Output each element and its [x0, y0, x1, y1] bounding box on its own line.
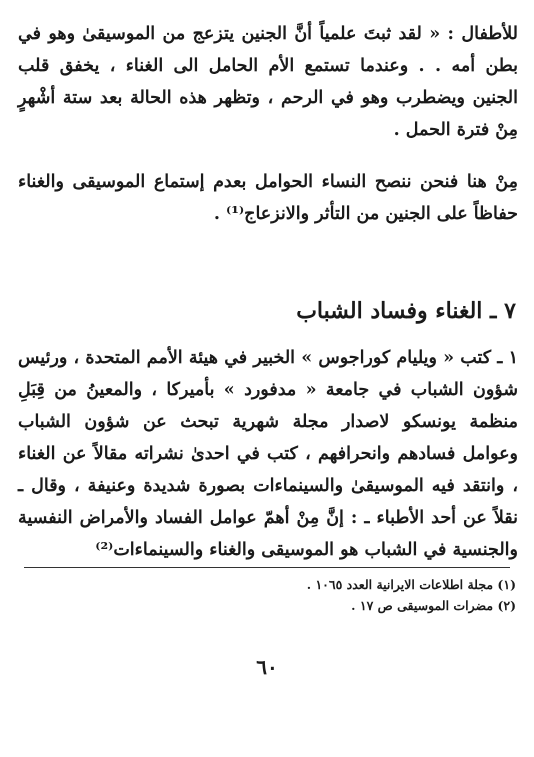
- paragraph-1: للأطفال : « لقد ثبتَ علمياً أنَّ الجنين يتزعج من الموسيقىٰ وهو في بطن أمه . . وعندما تستمع الأم الحامل الى الغناء ، يخفق قلب الجنين ويضطرب وهو في الرحم ، وتظهر هذه الحالة بعد ستة أشْهرٍ مِنْ فترة الحمل .: [18, 24, 518, 140]
- footnote-2: (٢) مضرات الموسيقى ص ١٧ .: [351, 598, 516, 613]
- page-number: ٦٠: [256, 655, 278, 679]
- footnote-1: (١) مجلة اطلاعات الايرانية العدد ١٠٦٥ .: [306, 577, 516, 592]
- footnotes: [36, 574, 516, 616]
- section-heading: ٧ ـ الغناء وفساد الشباب: [296, 298, 516, 324]
- footnote-divider: [24, 567, 510, 568]
- paragraph-3: ١ ـ كتب « ويليام كوراجوس » الخبير في هيئة الأمم المتحدة ، ورئيس شؤون الشباب في جامعة « مدفورد » بأميركا ، والمعينُ من قِبَلِ منظمة يونسكو لاصدار مجلة شهرية تبحث عن شؤون الشباب وعوامل فسادهم وانحرافهم ، كتب في احدىٰ نشراته مقالاً عن الغناء ، وانتقد فيه الموسيقىٰ والسينماءات بصورة شديدة وعنيفة ، وقال ـ نقلاً عن أحد الأطباء ـ : إنَّ مِنْ أهمّ عوامل الفساد والأمراض النفسية والجنسية في الشباب هو الموسيقى والغناء والسينماءات⁽²⁾: [18, 348, 518, 560]
- paragraph-2: مِنْ هنا فنحن ننصح النساء الحوامل بعدم إستماع الموسيقى والغناء حفاظاً على الجنين من التأثر والانزعاج⁽¹⁾ .: [18, 172, 518, 224]
